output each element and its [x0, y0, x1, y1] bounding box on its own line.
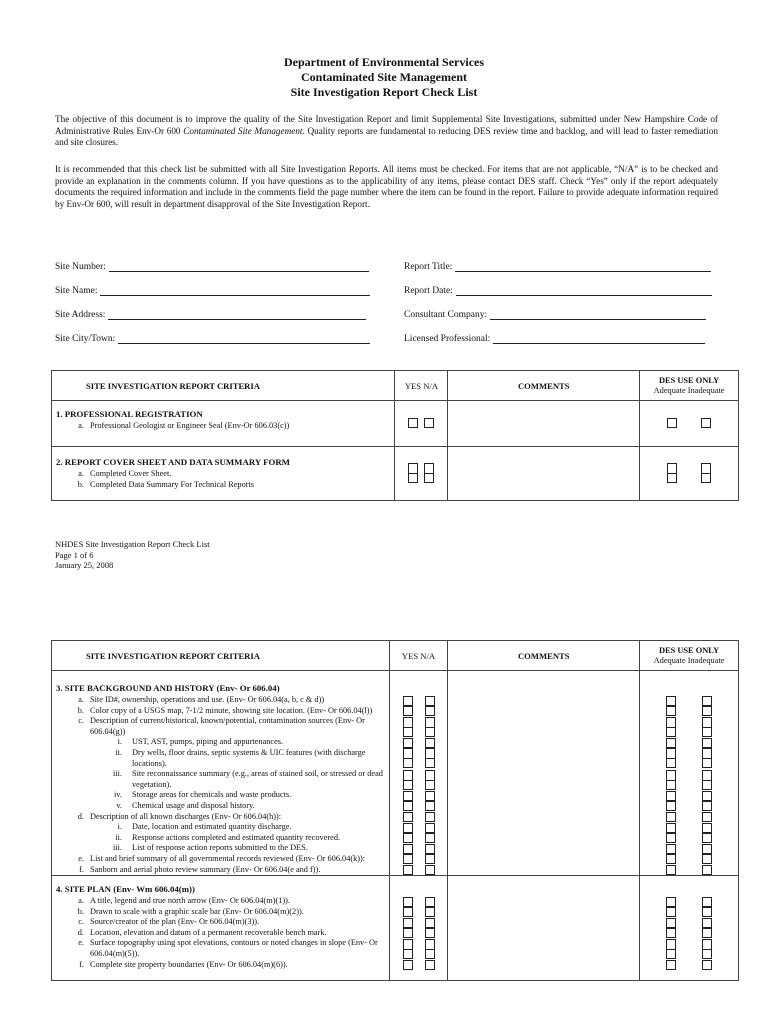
na-checkbox[interactable] [425, 706, 435, 716]
item-text: UST, AST, pumps, piping and appurtenances. [132, 737, 284, 747]
footer-doc-name: NHDES Site Investigation Report Check List [55, 539, 210, 549]
inadequate-checkbox[interactable] [702, 812, 712, 822]
na-checkbox[interactable] [425, 833, 435, 843]
yes-checkbox[interactable] [403, 738, 413, 748]
inadequate-checkbox[interactable] [702, 696, 712, 706]
adequate-checkbox[interactable] [666, 865, 676, 875]
yes-checkbox[interactable] [403, 907, 413, 917]
list-item: a. Completed Cover Sheet. [78, 469, 172, 478]
item-marker: e. [78, 938, 84, 948]
item-marker: f. [79, 959, 84, 969]
comments-cell[interactable] [448, 401, 640, 447]
item-marker: i. [117, 737, 122, 747]
na-checkbox[interactable] [425, 854, 435, 864]
item-marker: ii. [115, 832, 122, 842]
des-cell [640, 671, 739, 876]
item-marker: b. [77, 906, 84, 916]
yes-checkbox[interactable] [408, 463, 418, 483]
des-cell [640, 447, 739, 501]
inadequate-checkbox[interactable] [702, 823, 712, 833]
item-marker: b. [77, 705, 84, 715]
list-item [52, 769, 389, 790]
yes-checkbox[interactable] [403, 833, 413, 843]
des-use-only-header: DES USE ONLY Adequate Inadequate [640, 371, 739, 401]
adequate-checkbox[interactable] [667, 463, 677, 483]
inadequate-checkbox[interactable] [702, 939, 712, 959]
yes-checkbox[interactable] [403, 854, 413, 864]
adequate-checkbox[interactable] [666, 939, 676, 959]
inadequate-checkbox[interactable] [702, 844, 712, 854]
yes-checkbox[interactable] [403, 696, 413, 706]
adequate-checkbox[interactable] [667, 418, 677, 428]
document-title-checklist: Site Investigation Report Check List [290, 85, 478, 99]
comments-column-header: COMMENTS [448, 641, 640, 671]
na-checkbox[interactable] [425, 812, 435, 822]
adequate-checkbox[interactable] [666, 844, 676, 854]
list-item [52, 801, 389, 812]
list-item [52, 907, 389, 918]
item-text: Drawn to scale with a graphic scale bar (Env- Or 606.04(m)(2)). [90, 906, 304, 916]
list-item [52, 695, 389, 706]
inadequate-checkbox[interactable] [702, 907, 712, 917]
adequate-checkbox[interactable] [666, 823, 676, 833]
na-checkbox[interactable] [425, 738, 435, 748]
adequate-checkbox[interactable] [666, 854, 676, 864]
yes-checkbox[interactable] [403, 939, 413, 959]
list-item [52, 737, 389, 748]
table-header-row [52, 371, 739, 401]
table-header-row [52, 641, 739, 671]
item-text: Surface topography using spot elevations, contours or noted changes in slope (Env- Or 606.04(m)(5)). [90, 938, 378, 959]
list-item [52, 716, 389, 737]
list-item [52, 960, 389, 971]
table-row [52, 401, 739, 447]
item-text: List of response action reports submitted to the DES. [132, 843, 308, 853]
yes-checkbox[interactable] [403, 706, 413, 716]
yes-na-cell [395, 447, 448, 501]
na-checkbox[interactable] [425, 960, 435, 970]
consultant-company-field[interactable]: Consultant Company: [404, 310, 706, 320]
adequate-checkbox[interactable] [666, 907, 676, 917]
yes-checkbox[interactable] [403, 748, 413, 768]
list-item [52, 928, 389, 939]
item-marker: iii. [113, 769, 122, 779]
na-checkbox[interactable] [425, 696, 435, 706]
item-text: Complete site property boundaries (Env- Or 606.04(m)(6)). [90, 959, 288, 969]
item-text: Date, location and estimated quantity discharge. [132, 822, 292, 832]
item-text: A title, legend and true north arrow (Env- Or 606.04(m)(1)). [90, 896, 290, 906]
adequate-checkbox[interactable] [666, 928, 676, 938]
inadequate-checkbox[interactable] [702, 706, 712, 716]
yes-checkbox[interactable] [403, 801, 413, 811]
des-cell [640, 876, 739, 981]
section-title: 4. SITE PLAN (Env- Wm 606.04(m)) [56, 884, 195, 895]
site-city-field[interactable]: Site City/Town: [55, 334, 370, 344]
section-4-items [52, 896, 389, 970]
inadequate-checkbox[interactable] [702, 791, 712, 801]
table-row [52, 447, 739, 501]
inadequate-checkbox[interactable] [701, 463, 711, 483]
criteria-column-header: SITE INVESTIGATION REPORT CRITERIA [52, 371, 395, 401]
criteria-table-page2 [51, 640, 739, 981]
yes-checkbox[interactable] [403, 928, 413, 938]
comments-cell[interactable] [448, 876, 640, 981]
na-checkbox[interactable] [425, 717, 435, 737]
yes-na-cell [389, 671, 448, 876]
list-item [52, 843, 389, 854]
list-item [52, 790, 389, 801]
item-text: Site ID#, ownership, operations and use. (Env- Or 606.04(a, b, c & d)) [90, 695, 325, 704]
des-use-only-header: DES USE ONLY Adequate Inadequate [640, 641, 739, 671]
list-item [52, 812, 389, 823]
adequate-checkbox[interactable] [666, 770, 676, 790]
item-marker: i. [117, 822, 122, 832]
comments-column-header: COMMENTS [448, 371, 640, 401]
list-item [52, 865, 389, 876]
item-marker: iv. [114, 790, 122, 800]
yes-checkbox[interactable] [408, 418, 418, 428]
document-title-department: Department of Environmental Services [283, 55, 485, 69]
item-text: Source/creator of the plan (Env- Or 606.04(m)(3)). [90, 917, 260, 927]
comments-cell[interactable] [448, 671, 640, 876]
footer-page-number: Page 1 of 6 [55, 549, 94, 560]
adequate-checkbox[interactable] [666, 738, 676, 748]
yes-checkbox[interactable] [403, 844, 413, 854]
yes-checkbox[interactable] [403, 897, 413, 907]
na-checkbox[interactable] [425, 748, 435, 768]
yes-checkbox[interactable] [403, 717, 413, 737]
site-name-field[interactable]: Site Name: [55, 286, 370, 296]
section-title: 1. PROFESSIONAL REGISTRATION [56, 409, 203, 419]
na-checkbox[interactable] [425, 939, 435, 959]
list-item [52, 822, 389, 833]
list-item [52, 938, 389, 959]
item-marker: c. [78, 917, 84, 927]
item-text: Site reconnaissance summary (e.g., areas of stained soil, or stressed or dead vegetation). [132, 769, 383, 789]
criteria-table-page1 [51, 370, 739, 501]
na-checkbox[interactable] [425, 907, 435, 917]
section-title: 2. REPORT COVER SHEET AND DATA SUMMARY FORM [56, 457, 290, 467]
document-title-program: Contaminated Site Management [301, 70, 467, 84]
item-marker: iii. [113, 843, 122, 853]
list-item [52, 917, 389, 928]
na-checkbox[interactable] [425, 770, 435, 790]
adequate-checkbox[interactable] [666, 897, 676, 907]
item-marker: v. [116, 800, 122, 810]
na-checkbox[interactable] [425, 801, 435, 811]
adequate-checkbox[interactable] [666, 748, 676, 768]
item-text: List and brief summary of all governmental records reviewed (Env- Or 606.04(k)): [90, 853, 366, 863]
yes-na-cell [395, 401, 448, 447]
item-text: Description of current/historical, known/potential, contamination sources (Env- Or 606.04(g)) [90, 716, 365, 736]
item-marker: ii. [115, 747, 122, 757]
list-item [52, 854, 389, 865]
na-checkbox[interactable] [425, 865, 435, 875]
item-marker: c. [78, 716, 84, 726]
na-checkbox[interactable] [425, 897, 435, 907]
yes-na-column-header: YES N/A [389, 641, 448, 671]
na-checkbox[interactable] [425, 823, 435, 833]
yes-checkbox[interactable] [403, 791, 413, 801]
adequate-checkbox[interactable] [666, 717, 676, 737]
section-4-cell [52, 876, 390, 981]
list-item [52, 706, 389, 717]
yes-na-column-header: YES N/A [395, 371, 448, 401]
table-row [52, 671, 739, 876]
inadequate-checkbox[interactable] [702, 960, 712, 970]
section-title: 3. SITE BACKGROUND AND HISTORY (Env- Or 606.04) [56, 683, 280, 693]
inadequate-checkbox[interactable] [702, 748, 712, 768]
item-marker: f. [79, 864, 84, 874]
comments-cell[interactable] [448, 447, 640, 501]
item-text: Storage areas for chemicals and waste products. [132, 790, 292, 800]
intro-paragraph-objective: The objective of this document is to improve the quality of the Site Investigation Report and limit Supplemental Site Investigations, submitted under New Hampshire Code of Administrative Rules Env-Or 600 Contaminated Site Management. Quality reports are fundamental to reducing DES review time and backlog, and will lead to faster remediation and site closures. [55, 114, 718, 148]
inadequate-checkbox[interactable] [702, 918, 712, 928]
item-text: Sanborn and aerial photo review summary (Env- Or 606.04(e and f)). [90, 864, 321, 874]
footer-date: January 25, 2008 [55, 560, 114, 570]
site-number-field[interactable]: Site Number: [55, 262, 369, 272]
na-checkbox[interactable] [424, 463, 434, 483]
licensed-professional-field[interactable]: Licensed Professional: [404, 334, 705, 344]
inadequate-checkbox[interactable] [702, 854, 712, 864]
adequate-checkbox[interactable] [666, 801, 676, 811]
item-marker: d. [77, 927, 84, 937]
section-1-cell [52, 401, 395, 447]
inadequate-checkbox[interactable] [702, 801, 712, 811]
section-2-cell [52, 447, 395, 501]
yes-na-cell [389, 876, 448, 981]
item-text: Response actions completed and estimated quantity recovered. [132, 832, 341, 842]
item-marker: a. [78, 695, 84, 704]
item-marker: a. [78, 896, 84, 906]
yes-checkbox[interactable] [403, 865, 413, 875]
report-title-field[interactable]: Report Title: [404, 262, 711, 272]
des-cell [640, 401, 739, 447]
item-text: Description of all known discharges (Env- Or 606.04(h)): [90, 811, 282, 821]
inadequate-checkbox[interactable] [702, 717, 712, 737]
inadequate-checkbox[interactable] [701, 418, 711, 428]
yes-checkbox[interactable] [403, 918, 413, 928]
report-date-field[interactable]: Report Date: [404, 286, 712, 296]
yes-checkbox[interactable] [403, 770, 413, 790]
na-checkbox[interactable] [424, 418, 434, 428]
section-3-items [52, 695, 389, 875]
na-checkbox[interactable] [425, 791, 435, 801]
list-item [52, 833, 389, 844]
site-address-field[interactable]: Site Address: [55, 310, 366, 320]
table-row [52, 876, 739, 981]
item-text: Chemical usage and disposal history. [132, 800, 255, 810]
yes-checkbox[interactable] [403, 960, 413, 970]
adequate-checkbox[interactable] [666, 791, 676, 801]
item-text: Color copy of a USGS map, 7-1/2 minute, showing site location. (Env- Or 606.04(l)) [90, 705, 373, 715]
inadequate-checkbox[interactable] [702, 833, 712, 843]
inadequate-checkbox[interactable] [702, 865, 712, 875]
item-text: Location, elevation and datum of a permanent recoverable bench mark. [90, 927, 327, 937]
adequate-checkbox[interactable] [666, 706, 676, 716]
adequate-checkbox[interactable] [666, 833, 676, 843]
item-marker: e. [78, 853, 84, 863]
footer [55, 539, 210, 571]
na-checkbox[interactable] [425, 928, 435, 938]
inadequate-checkbox[interactable] [702, 928, 712, 938]
inadequate-checkbox[interactable] [702, 770, 712, 790]
list-item: a. Professional Geologist or Engineer Seal (Env-Or 606.03(c)) [78, 421, 290, 430]
item-marker: d. [77, 811, 84, 821]
adequate-checkbox[interactable] [666, 812, 676, 822]
inadequate-checkbox[interactable] [702, 897, 712, 907]
yes-checkbox[interactable] [403, 823, 413, 833]
list-item [52, 896, 389, 907]
adequate-checkbox[interactable] [666, 960, 676, 970]
section-3-cell [52, 671, 390, 876]
criteria-column-header: SITE INVESTIGATION REPORT CRITERIA [52, 641, 390, 671]
adequate-checkbox[interactable] [666, 918, 676, 928]
intro-paragraph-instructions: It is recommended that this check list be submitted with all Site Investigation Reports. All items must be checked. For items that are not applicable, “N/A” is to be checked and provide an explanation in the comments column. If you have questions as to the applicability of any items, please contact DES staff. Check “Yes” only if the report adequately documents the required information and include in the comments field the page number where the item can be found in the report. Failure to provide adequate information required by Env-Or 600, will result in department disapproval of the Site Investigation Report. [55, 164, 718, 209]
na-checkbox[interactable] [425, 918, 435, 928]
item-text: Dry wells, floor drains, septic systems & UIC features (with discharge locations). [132, 747, 366, 768]
na-checkbox[interactable] [425, 844, 435, 854]
list-item: b. Completed Data Summary For Technical Reports [77, 479, 255, 489]
yes-checkbox[interactable] [403, 812, 413, 822]
list-item [52, 748, 389, 769]
adequate-checkbox[interactable] [666, 696, 676, 706]
inadequate-checkbox[interactable] [702, 738, 712, 748]
